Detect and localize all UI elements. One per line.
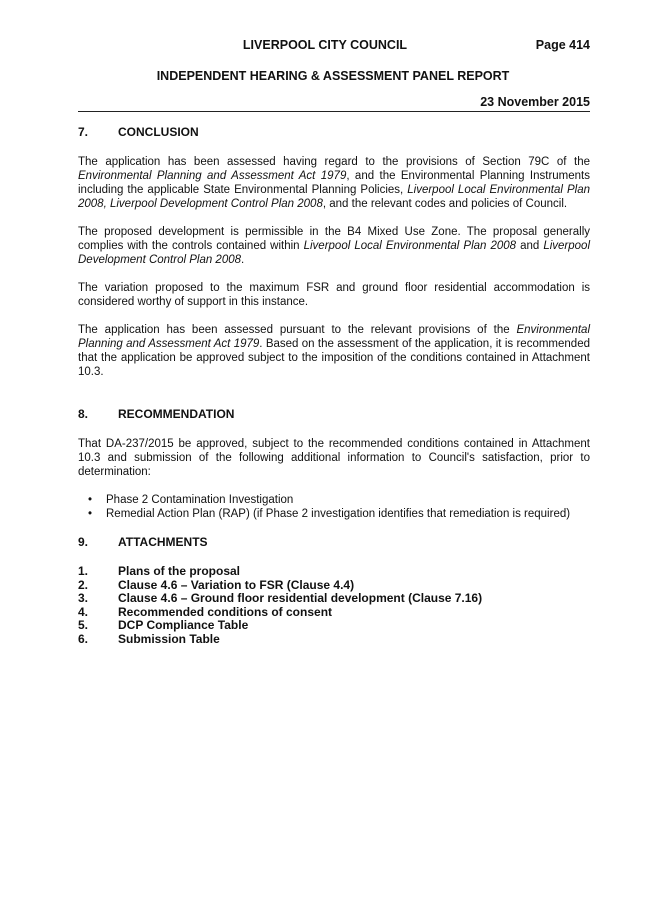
section-title: ATTACHMENTS xyxy=(118,535,208,549)
text-run: The application has been assessed having regard to the provisions of Section 79C of the xyxy=(78,156,590,168)
list-item xyxy=(78,579,590,593)
page-number: Page 414 xyxy=(535,38,590,52)
bullet-icon: • xyxy=(88,508,93,520)
bullet-icon: • xyxy=(88,494,93,506)
plan-title: Liverpool Local Environmental Plan 2008 xyxy=(303,240,517,252)
plan-title: Liverpool Development Control Plan 2008 xyxy=(78,240,590,266)
item-number: 4. xyxy=(78,604,89,619)
item-text: Clause 4.6 – Ground floor residential development (Clause 7.16) xyxy=(118,591,483,606)
section-title: CONCLUSION xyxy=(118,125,199,139)
report-date: 23 November 2015 xyxy=(480,95,590,109)
item-number: 2. xyxy=(78,577,89,592)
section-number: 9. xyxy=(78,535,89,549)
section-heading-conclusion xyxy=(78,125,590,139)
list-item xyxy=(78,606,590,620)
text-run: The proposed development is permissible in the B4 Mixed Use Zone. The proposal generally complies with the controls contained within xyxy=(78,226,590,252)
plan-titles: Liverpool Local Environmental Plan 2008, Liverpool Development Control Plan 2008 xyxy=(78,184,590,210)
item-text: Clause 4.6 – Variation to FSR (Clause 4.4) xyxy=(118,577,355,592)
text-run: , and the relevant codes and policies of Council. xyxy=(322,198,568,210)
item-text: DCP Compliance Table xyxy=(118,618,249,633)
conclusion-paragraph-2 xyxy=(78,225,590,267)
section-number: 7. xyxy=(78,125,89,139)
section-number: 8. xyxy=(78,407,89,421)
text-run: The application has been assessed pursuant to the relevant provisions of the xyxy=(78,324,517,336)
list-item xyxy=(78,565,590,579)
council-name: LIVERPOOL CITY COUNCIL xyxy=(242,38,408,52)
list-item xyxy=(78,619,590,633)
conclusion-paragraph-3: The variation proposed to the maximum FSR and ground floor residential accommodation is considered worthy of support in this instance. xyxy=(78,282,590,308)
item-number: 3. xyxy=(78,591,89,606)
text-run: . Based on the assessment of the application, it is recommended that the application be approved subject to the imposition of the conditions contained in Attachment 10.3. xyxy=(78,338,590,378)
recommendation-list xyxy=(78,493,590,521)
item-text: Submission Table xyxy=(118,631,220,646)
text-run: . xyxy=(241,254,245,266)
section-heading-recommendation xyxy=(78,407,590,421)
section-title: RECOMMENDATION xyxy=(118,407,235,421)
list-item xyxy=(78,507,590,521)
list-item-text: Remedial Action Plan (RAP) (if Phase 2 investigation identifies that remediation is required) xyxy=(106,508,571,520)
report-body xyxy=(78,125,590,647)
report-title: INDEPENDENT HEARING & ASSESSMENT PANEL REPORT xyxy=(156,69,510,83)
section-heading-attachments xyxy=(78,535,590,549)
act-title: Environmental Planning and Assessment Act 1979 xyxy=(78,324,590,350)
act-title: Environmental Planning and Assessment Act 1979 xyxy=(78,170,347,182)
recommendation-intro: That DA-237/2015 be approved, subject to the recommended conditions contained in Attachment 10.3 and submission of the following additional information to Council's satisfaction, prior to determination: xyxy=(78,438,590,478)
list-item-text: Phase 2 Contamination Investigation xyxy=(106,494,294,506)
item-number: 6. xyxy=(78,631,89,646)
text-run: and xyxy=(516,240,544,252)
list-item xyxy=(78,592,590,606)
header-divider xyxy=(78,111,590,112)
conclusion-paragraph-1 xyxy=(78,155,590,211)
item-text: Recommended conditions of consent xyxy=(118,604,333,619)
list-item xyxy=(78,633,590,647)
conclusion-paragraph-4 xyxy=(78,323,590,379)
list-item xyxy=(78,493,590,507)
attachments-list xyxy=(78,565,590,647)
item-number: 1. xyxy=(78,564,89,578)
text-run: , and the Environmental Planning Instruments including the applicable State Environmental Planning Policies, xyxy=(78,170,590,196)
item-number: 5. xyxy=(78,618,89,633)
item-text: Plans of the proposal xyxy=(118,564,241,578)
